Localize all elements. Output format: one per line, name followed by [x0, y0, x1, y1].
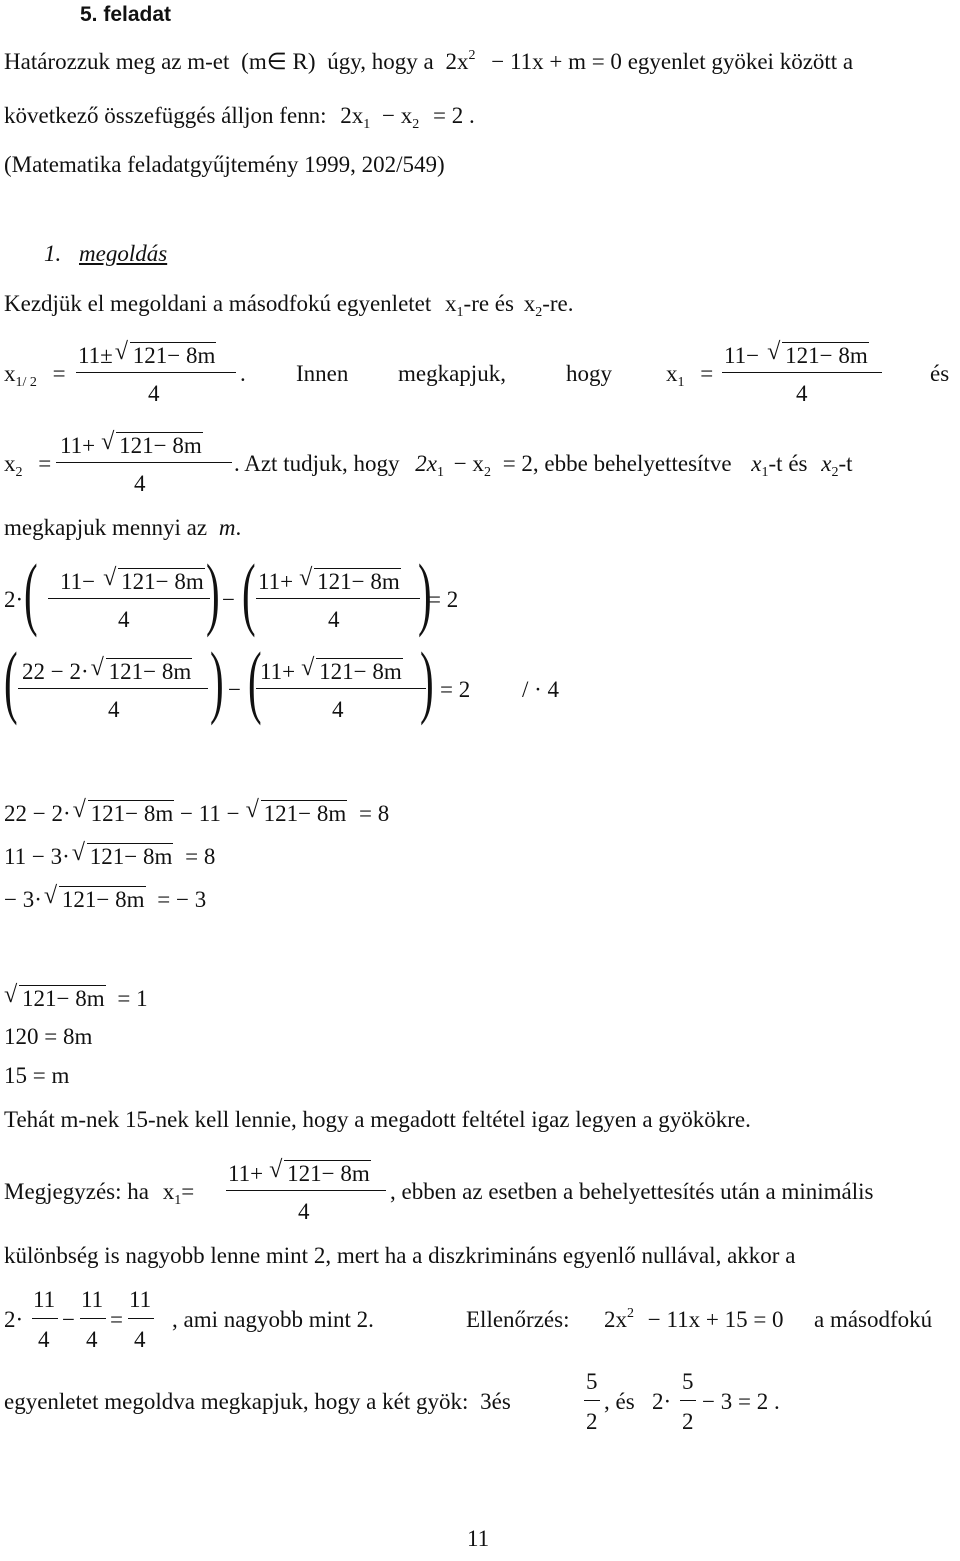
text-ellenorzes: Ellenőrzés:: [466, 1307, 570, 1332]
row1-coef: 2·: [4, 587, 24, 612]
x12-dot: .: [240, 361, 246, 386]
row2-frac-a: 22 − 2·√ 121− 8m 4: [18, 658, 208, 728]
row2-eq: = 2: [440, 677, 471, 702]
problem-line-1: Határozzuk meg az m-et (m∈ R) úgy, hogy a $2x^2 - 11x + m = 0$ egyenlet gyökei között a: [4, 48, 854, 74]
derivation-line-3: 22 − 2·√ 121− 8m − 11 −√ 121− 8m = 8: [4, 800, 389, 825]
derivation-line-4: 11 − 3·√ 121− 8m = 8: [4, 843, 215, 868]
note-text-b: , ebben az esetben a behelyettesítés után a minimális: [390, 1179, 874, 1204]
note-intro: Megjegyzés: ha $x_1=$: [4, 1179, 195, 1208]
derivation-line-6: √ 121− 8m = 1: [2, 985, 148, 1010]
last-line-es: , és: [604, 1389, 635, 1414]
page-number: 11: [467, 1526, 490, 1551]
derivation-line-5: − 3·√ 121− 8m = − 3: [4, 886, 206, 911]
paren-close: ): [420, 635, 434, 726]
text-megkapjuk: megkapjuk,: [398, 361, 506, 386]
f-minus: −: [62, 1307, 75, 1332]
source-reference: (Matematika feladatgyűjtemény 1999, 202/549): [4, 152, 445, 177]
note-fraction: 11+√ 121− 8m 4: [226, 1160, 386, 1230]
text-innen: Innen: [296, 361, 349, 386]
derivation-line-7: 120 = 8m: [4, 1024, 93, 1049]
row1-eq: = 2: [428, 587, 459, 612]
paren-open: (: [248, 635, 262, 726]
x12-label: $x_{1/ 2}$ =: [4, 361, 66, 390]
paren-close: ): [210, 635, 224, 726]
paren-close: ): [418, 547, 432, 638]
solution-heading: 1. megoldás: [44, 241, 168, 266]
root2-fraction: 5 2: [584, 1370, 600, 1440]
f-eq: =: [110, 1307, 123, 1332]
text-masodfoku: a másodfokú: [814, 1307, 933, 1332]
x2-line-text: . Azt tudjuk, hogy $2x_1 - x_2 = 2$, ebbe behelyettesítve $x_1-t$ és $x_2-t$: [234, 451, 853, 480]
problem-line-2: következő összefüggés álljon fenn: $2x_1 - x_2 = 2$ .: [4, 103, 475, 132]
last-line-text: egyenletet megoldva megkapjuk, hogy a két gyök: 3és: [4, 1389, 511, 1414]
note-text-c: , ami nagyobb mint 2.: [172, 1307, 374, 1332]
conclusion-text: Tehát m-nek 15-nek kell lennie, hogy a megadott feltétel igaz legyen a gyökökre.: [4, 1107, 751, 1132]
paren-open: (: [4, 635, 18, 726]
row1-frac-a: 11−√ 121− 8m 4: [48, 568, 210, 638]
f-frac-1: 11 4: [32, 1288, 58, 1358]
f-frac-2: 11 4: [80, 1288, 106, 1358]
x12-fraction: 11±√ 121− 8m 4: [76, 342, 236, 412]
text-es: és: [930, 361, 950, 386]
solution-intro: Kezdjük el megoldani a másodfokú egyenletet $x_1-re$ és $x_2-re$.: [4, 291, 574, 320]
row1-minus: −: [222, 587, 235, 612]
last-coef: 2·: [652, 1389, 672, 1414]
paren-open: (: [242, 547, 256, 638]
row2-multiply-note: / · 4: [522, 677, 560, 702]
f-coef: 2·: [4, 1307, 24, 1332]
note-line-2: különbség is nagyobb lenne mint 2, mert ha a diszkrimináns egyenlő nullával, akkor a: [4, 1243, 796, 1268]
last-line-end: − 3 = 2 .: [702, 1389, 780, 1414]
paren-close: ): [206, 547, 220, 638]
x2-label: $x_2$ =: [4, 451, 52, 480]
derivation-line-8: 15 = m: [4, 1063, 70, 1088]
x1-label: $x_1$ =: [666, 361, 714, 390]
text-hogy: hogy: [566, 361, 612, 386]
x1-fraction: 11−√ 121− 8m 4: [722, 342, 882, 412]
row2-minus: −: [228, 677, 241, 702]
check-equation: $2x^2 - 11x + 15 = 0$: [604, 1306, 784, 1332]
row1-frac-b: 11+√ 121− 8m 4: [256, 568, 420, 638]
f-frac-3: 11 4: [128, 1288, 154, 1358]
text-megkapjuk-m: megkapjuk mennyi az m.: [4, 515, 242, 540]
page-title: 5. feladat: [80, 3, 172, 26]
row2-frac-b: 11+√ 121− 8m 4: [256, 658, 426, 728]
paren-open: (: [24, 547, 38, 638]
last-fraction: 5 2: [680, 1370, 696, 1440]
x2-fraction: 11+√ 121− 8m 4: [56, 432, 232, 502]
